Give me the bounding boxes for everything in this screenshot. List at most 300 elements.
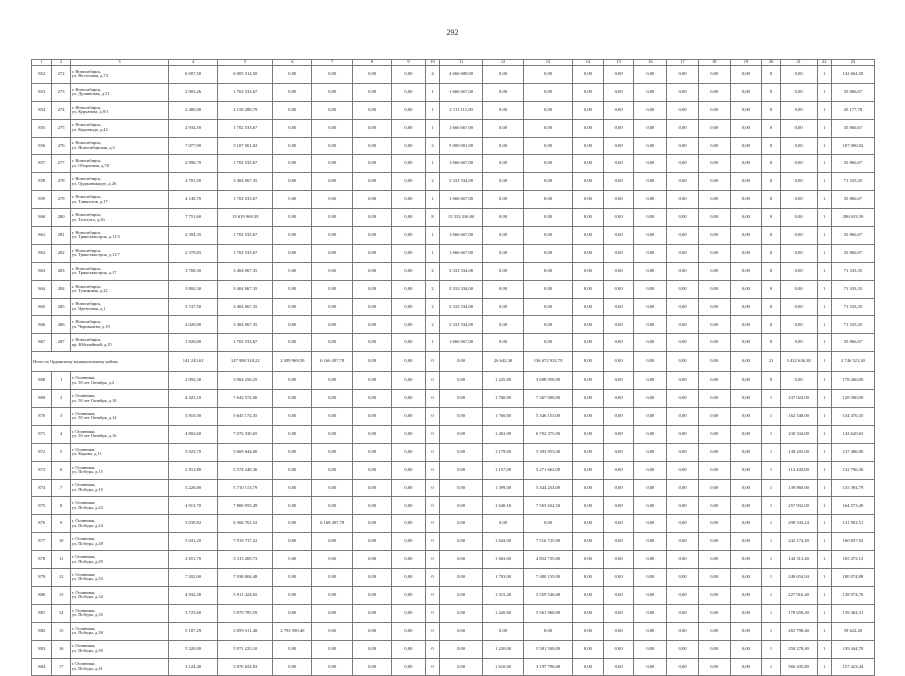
table-cell: 0,00 [730,497,762,515]
table-cell: 0,00 [312,244,353,262]
table-cell: 2 156 288,79 [218,101,273,119]
table-cell: 1 702 533,67 [218,155,273,173]
table-cell: 0,00 [573,622,604,640]
table-cell: 0,00 [730,66,762,84]
address-cell: г. Осинники, ул. Победы, д.28 [70,533,168,551]
table-cell: 0,00 [698,425,730,443]
table-cell: 0,00 [730,604,762,622]
table-cell: 0,00 [603,298,634,316]
table-row [32,83,875,101]
table-cell: 0,00 [730,622,762,640]
table-cell: 274 [52,101,70,119]
table-cell: 881 [32,604,52,622]
table-cell: 0 [425,352,439,372]
table-cell: 0,00 [273,497,312,515]
table-cell: 0,00 [353,280,392,298]
table-cell: 0,00 [698,390,730,408]
table-cell: 0,00 [273,569,312,587]
table-cell: 0,00 [353,119,392,137]
table-cell: 17 [52,658,70,676]
table-cell: 859 [32,191,52,209]
table-cell: 1 157,00 [483,461,524,479]
table-cell: 0,00 [780,316,817,334]
table-cell: 5 574 248,36 [218,461,273,479]
table-row [32,155,875,173]
address-cell: г. Осинники, ул. Победы, д.33 [70,569,168,587]
table-cell: 0,00 [353,461,392,479]
table-cell: 0,00 [392,372,426,390]
table-row [32,101,875,119]
table-cell: 0 [762,66,780,84]
table-cell: 0,00 [634,244,667,262]
table-cell: 0,00 [780,262,817,280]
address-cell: г. Осинники, ул. Победы, д.23 [70,497,168,515]
table-cell: 0,00 [603,658,634,676]
table-cell: 0,00 [667,173,699,191]
table-cell: 0,00 [312,280,353,298]
table-cell: 35 866,67 [831,244,874,262]
table-cell: 0,00 [440,658,483,676]
address-cell: г. Осинники, ул. 50 лет Октября, д.10 [70,390,168,408]
table-cell: 1 [762,461,780,479]
table-cell: 0,00 [730,586,762,604]
table-cell: 2 996,70 [169,155,218,173]
table-row [32,137,875,155]
table-cell: 1 703,00 [483,569,524,587]
table-cell: 0,00 [353,497,392,515]
table-cell: 3 333 334,00 [440,298,483,316]
table-cell: 3 802,30 [169,280,218,298]
table-cell: 1 [762,479,780,497]
table-cell: 0,00 [698,515,730,533]
table-cell: 0,00 [353,551,392,569]
address-cell: г. Осинники, ул. Победы, д.19 [70,479,168,497]
table-cell: 0,00 [483,316,524,334]
table-cell: 237 024,00 [780,390,817,408]
table-cell: 0,00 [353,155,392,173]
table-cell: 35 866,67 [831,227,874,245]
table-row [32,408,875,426]
table-cell: 0,00 [698,298,730,316]
table-cell: 0,00 [603,119,634,137]
table-cell: 0,00 [730,658,762,676]
table-cell: 7 751,60 [169,209,218,227]
address-cell: г. Новосибирск, ул. Трикотажстроя, д.11/3 [70,227,168,245]
table-cell: 0,00 [273,191,312,209]
table-cell: 0,00 [312,425,353,443]
table-cell: 281 [52,227,70,245]
table-cell: 0,00 [483,280,524,298]
table-cell: 14 [52,604,70,622]
table-cell: 0,00 [273,533,312,551]
table-cell: 6 005 514,50 [218,66,273,84]
table-cell: 0,00 [730,443,762,461]
table-cell: 71 333,35 [831,173,874,191]
table-cell: 107 000,02 [831,137,874,155]
table-cell: 0,00 [730,137,762,155]
table-cell: 0,00 [312,390,353,408]
table-cell: 1 [762,622,780,640]
table-row [32,280,875,298]
table-cell: 0,00 [353,66,392,84]
table-cell: 0,00 [634,425,667,443]
table-cell: 2 [52,390,70,408]
table-cell: 0,00 [730,515,762,533]
table-cell: 142 664,50 [831,66,874,84]
table-cell: 0,00 [273,83,312,101]
column-header: 14 [573,60,604,66]
address-cell: г. Новосибирск, ул. Трикотажстроя, д.11/7 [70,244,168,262]
table-cell: 0,00 [440,586,483,604]
table-cell: 3 333 334,00 [440,316,483,334]
table-cell: 0,00 [524,280,573,298]
table-cell: 0,00 [392,334,426,352]
table-cell: 162 548,00 [780,408,817,426]
table-cell: 7 480 155,00 [524,569,573,587]
table-cell: 0,00 [730,244,762,262]
table-cell: 0,00 [440,533,483,551]
table-cell: 0,00 [392,658,426,676]
table-cell: 0 [762,83,780,101]
table-cell: 7 563 632,50 [524,497,573,515]
table-cell: 0,00 [353,83,392,101]
table-cell: 0,00 [440,640,483,658]
table-cell: 0,00 [634,408,667,426]
table-cell: 0,00 [667,408,699,426]
table-cell: 5 346 153,00 [524,408,573,426]
table-cell: 0,00 [780,244,817,262]
table-cell: 1 [817,372,831,390]
table-cell: 1 [817,390,831,408]
table-cell: 0,00 [603,173,634,191]
table-cell: 0,00 [603,425,634,443]
address-cell: г. Осинники, ул. 50 лет Октября, д.16 [70,425,168,443]
table-cell: 0,00 [698,551,730,569]
address-cell: г. Новосибирск, ул. Тупиковая, д.22 [70,280,168,298]
table-cell: 1 463,00 [483,425,524,443]
table-cell: 0,00 [312,461,353,479]
table-cell: 0,00 [603,262,634,280]
table-cell: 1 666 667,00 [440,191,483,209]
table-cell: 0,00 [273,479,312,497]
table-cell: 0,00 [667,640,699,658]
table-cell: 0,00 [730,551,762,569]
table-cell: 0,00 [312,533,353,551]
table-cell: 0,00 [273,461,312,479]
table-cell: 0,00 [730,83,762,101]
table-cell: 0,00 [312,66,353,84]
table-cell: 2 [425,173,439,191]
table-cell: 137 486,00 [831,443,874,461]
table-cell: 0,00 [353,640,392,658]
table-cell: 0 [425,658,439,676]
table-cell: 0,00 [634,533,667,551]
table-cell: 0,00 [392,604,426,622]
table-cell: 0,00 [273,298,312,316]
table-cell: 7 919 737,22 [218,533,273,551]
table-cell: 0,00 [603,569,634,587]
table-cell: 0,00 [483,262,524,280]
table-cell: 0,00 [392,586,426,604]
table-cell: 0,00 [730,425,762,443]
table-cell: 0,00 [483,244,524,262]
table-cell: 160 837,92 [831,533,874,551]
table-cell: 1 760,00 [483,390,524,408]
table-cell: 1 826,00 [169,334,218,352]
table-cell: 0,00 [524,209,573,227]
table-cell: 0,00 [524,66,573,84]
table-cell: 0,00 [353,443,392,461]
table-cell: 0,00 [524,515,573,533]
table-cell: 0,00 [667,298,699,316]
table-cell: 0 [762,119,780,137]
table-cell: 1 315,20 [483,586,524,604]
table-cell: 0 [762,155,780,173]
table-cell: 5 911 424,65 [218,586,273,604]
table-cell: 0,00 [273,586,312,604]
table-cell: 0,00 [312,408,353,426]
table-cell: 1 [762,569,780,587]
table-cell: 0,00 [634,586,667,604]
table-cell: 0,00 [730,390,762,408]
table-cell: 1 [817,443,831,461]
table-cell: 0,00 [634,173,667,191]
table-cell: 879 [32,569,52,587]
table-cell: 0,00 [603,209,634,227]
table-cell: 12 [52,569,70,587]
table-cell: 0,00 [698,569,730,587]
table-cell: 286 633,39 [831,209,874,227]
table-cell: 35 866,67 [831,191,874,209]
table-cell: 1 [817,66,831,84]
table-cell: 0,00 [573,173,604,191]
table-cell: 35 866,67 [831,83,874,101]
column-header: 15 [603,60,634,66]
table-cell: 0,00 [698,622,730,640]
table-cell: 0,00 [698,479,730,497]
table-cell: 0,00 [312,298,353,316]
table-cell: 1 [817,586,831,604]
table-cell: 0,00 [353,227,392,245]
table-cell: 114 440,00 [780,461,817,479]
table-cell: 0,00 [730,101,762,119]
table-cell: 3 768,30 [169,262,218,280]
table-cell: 1 702 533,67 [218,191,273,209]
table-row [32,372,875,390]
table-cell: 0,00 [273,280,312,298]
table-cell: 0,00 [730,640,762,658]
table-cell: 0,00 [273,209,312,227]
table-cell: 0,00 [698,244,730,262]
table-cell: 0,00 [573,280,604,298]
table-cell: 870 [32,408,52,426]
table-cell: 0,00 [634,497,667,515]
table-cell: 1 702 533,67 [218,334,273,352]
table-cell: 3 725,60 [169,604,218,622]
table-cell: 71 333,35 [831,298,874,316]
table-cell: 0,00 [573,66,604,84]
table-cell: 128 580,00 [831,390,874,408]
table-cell: 3 404 067,35 [218,262,273,280]
table-cell: 1 [817,622,831,640]
table-cell: 0,00 [634,622,667,640]
table-cell: 5 000 001,00 [440,137,483,155]
table-cell: 0,00 [392,227,426,245]
table-row [32,658,875,676]
table-cell: 0 [425,622,439,640]
table-cell: 0,00 [603,515,634,533]
table-cell: 0,00 [440,461,483,479]
table-cell: 0,00 [392,262,426,280]
table-cell: 0,00 [392,155,426,173]
table-cell: 0,00 [440,622,483,640]
column-header: 13 [524,60,573,66]
table-cell: 178 260,00 [831,372,874,390]
table-cell: 0,00 [312,569,353,587]
table-cell: 164 573,49 [831,497,874,515]
table-cell: 0,00 [524,244,573,262]
table-cell: 0,00 [634,334,667,352]
table-cell: 0,00 [573,83,604,101]
table-cell: 0,00 [573,569,604,587]
table-cell: 0,00 [483,155,524,173]
table-cell: 0,00 [273,66,312,84]
table-cell: 0,00 [634,372,667,390]
table-cell: 860 [32,209,52,227]
table-cell: 1 [817,280,831,298]
column-header: 12 [483,60,524,66]
address-cell: г. Новосибирск, ул. Чернышева, д.19 [70,316,168,334]
table-cell: 6 368 761,52 [218,515,273,533]
table-row [32,244,875,262]
table-cell: 3 [52,408,70,426]
table-cell: 0,00 [698,173,730,191]
table-cell: 0,00 [634,119,667,137]
table-cell: 0,00 [312,443,353,461]
table-cell: 26 642,30 [483,352,524,372]
table-cell: 4 832,30 [169,586,218,604]
table-cell: 0,00 [440,372,483,390]
table-cell: 7 367 000,00 [524,390,573,408]
table-cell: 858 [32,173,52,191]
table-cell: 0 [425,390,439,408]
table-cell: 35 866,67 [831,155,874,173]
table-cell: 0 [425,569,439,587]
column-header: 8 [353,60,392,66]
table-cell: 0,00 [392,443,426,461]
table-cell: 227 916,40 [780,586,817,604]
table-cell: 2 [425,316,439,334]
table-cell: 0,00 [698,280,730,298]
table-cell: 3 [425,137,439,155]
table-cell: 0,00 [483,119,524,137]
table-cell: 0,00 [730,334,762,352]
table-cell: 0,00 [780,83,817,101]
table-cell: 1 [762,515,780,533]
table-cell: 0,00 [353,101,392,119]
table-cell: 0,00 [780,155,817,173]
table-cell: 4 425,10 [169,390,218,408]
table-cell: 2 [425,298,439,316]
table-cell: 0,00 [573,515,604,533]
table-cell: 0,00 [483,173,524,191]
table-cell: 853 [32,83,52,101]
table-row [32,209,875,227]
table-cell: 1 225,00 [483,372,524,390]
table-cell: 7 202,00 [169,569,218,587]
table-cell: 1 [817,658,831,676]
table-cell: 5 107 001,02 [218,137,273,155]
table-cell: 0,00 [312,604,353,622]
table-cell: 0,00 [273,316,312,334]
table-cell: 1 [817,191,831,209]
table-cell: 861 [32,227,52,245]
table-cell: 178 658,40 [780,604,817,622]
table-cell: 0,00 [273,155,312,173]
table-cell: 0 [425,533,439,551]
table-cell: 139 444,70 [831,640,874,658]
table-cell: 3 197 796,00 [524,658,573,676]
table-cell: 0,00 [273,408,312,426]
table-cell: 0,00 [573,262,604,280]
table-cell: 5 444 254,00 [524,479,573,497]
table-cell: 0 [762,227,780,245]
table-cell: 0,00 [667,586,699,604]
table-cell: 4 020,90 [169,316,218,334]
table-cell: 0,00 [730,280,762,298]
table-cell: 0,00 [730,155,762,173]
address-cell: г. Новосибирск, ул. Танкистов, д.17 [70,191,168,209]
table-cell: 265 798,40 [780,622,817,640]
column-header: 10 [425,60,439,66]
table-cell: 0,00 [730,372,762,390]
table-cell: 0,00 [730,569,762,587]
table-cell: 285 [52,298,70,316]
table-cell: 1 [817,551,831,569]
table-cell: 0,00 [634,280,667,298]
table-cell: 0,00 [392,497,426,515]
table-cell: 0,00 [603,227,634,245]
table-cell: 1 [817,83,831,101]
table-cell: 0,00 [440,479,483,497]
table-cell: 1 [817,119,831,137]
table-cell: 4 781,50 [169,173,218,191]
table-row [32,316,875,334]
table-cell: 0 [425,408,439,426]
table-cell: 0,00 [603,155,634,173]
table-cell: 3 810,30 [169,408,218,426]
table-cell: 0,00 [667,209,699,227]
column-header: 17 [667,60,699,66]
table-body [32,60,875,676]
column-header: 7 [312,60,353,66]
table-cell: 0,00 [698,227,730,245]
table-cell: 882 [32,622,52,640]
table-cell: 138 974,76 [831,586,874,604]
table-cell: 0,00 [483,622,524,640]
table-cell: 0,00 [312,497,353,515]
table-cell: 873 [32,461,52,479]
table-cell: 131 902,51 [831,515,874,533]
table-cell: 1 [817,227,831,245]
table-cell: 6 702 375,00 [524,425,573,443]
table-cell: 1 [425,227,439,245]
table-cell: 0,00 [698,316,730,334]
table-cell: 0,00 [312,551,353,569]
table-cell: 5 315 269,73 [218,551,273,569]
table-cell: 3 059 311,48 [218,622,273,640]
table-row [32,551,875,569]
